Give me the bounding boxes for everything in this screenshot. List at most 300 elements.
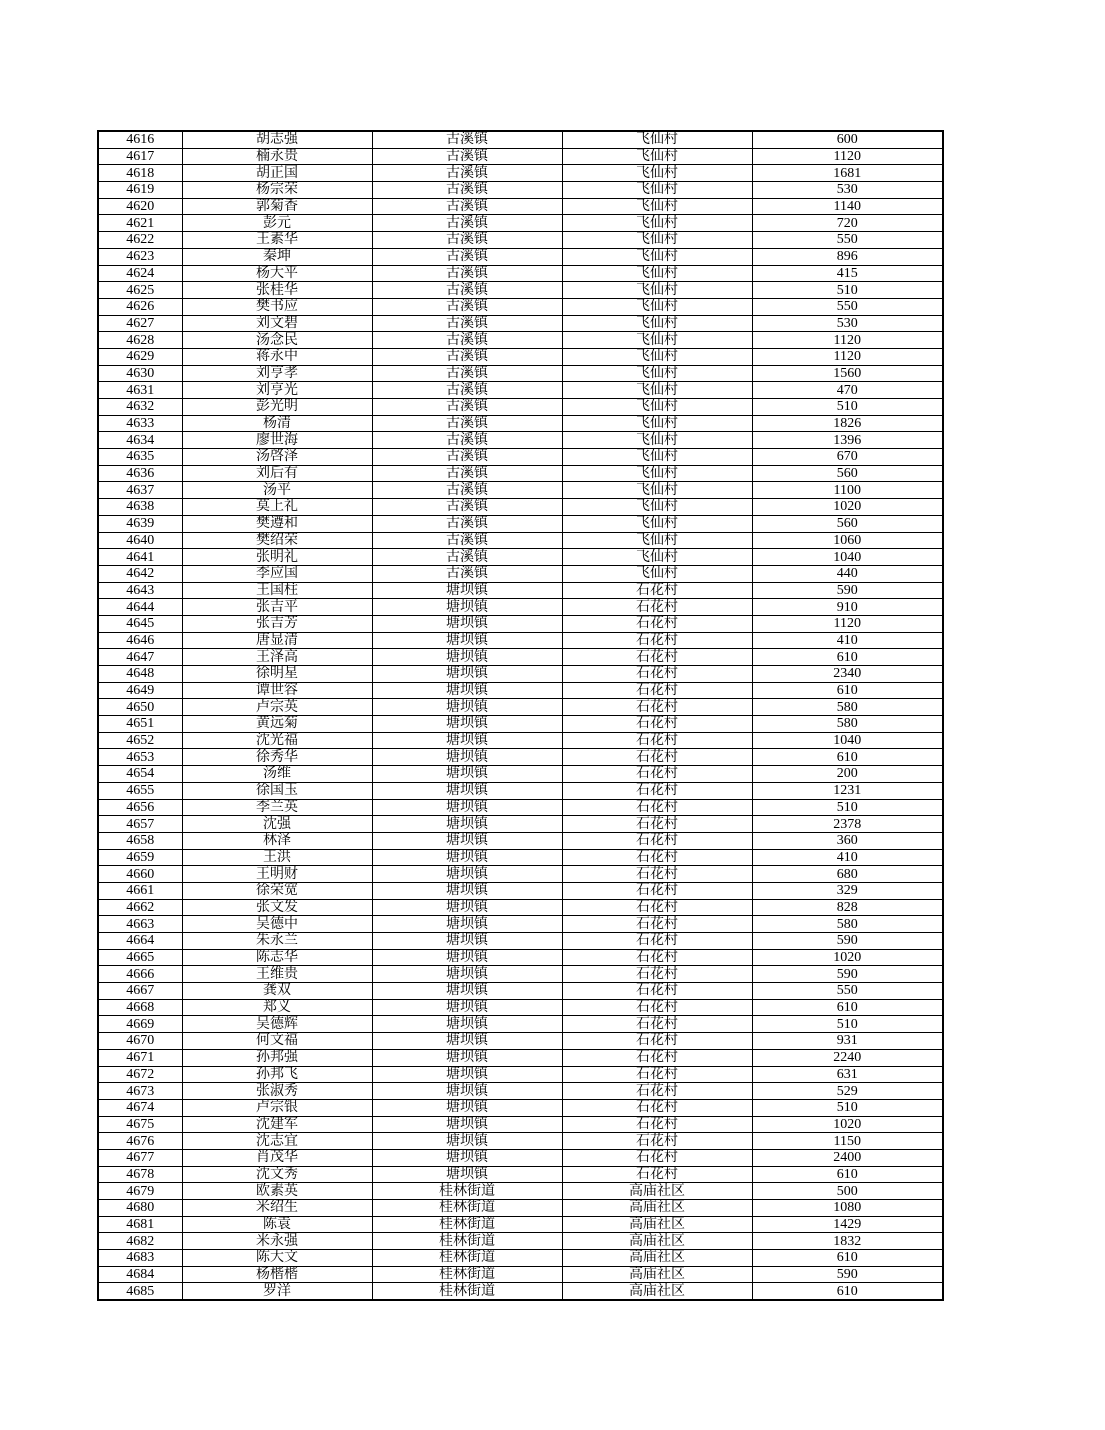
village-cell: 飞仙村 bbox=[562, 232, 752, 249]
row-number-cell: 4622 bbox=[98, 232, 182, 249]
name-cell: 王国柱 bbox=[182, 582, 372, 599]
town-cell: 桂林街道 bbox=[372, 1283, 562, 1300]
amount-cell: 1150 bbox=[752, 1133, 943, 1150]
village-cell: 石花村 bbox=[562, 1133, 752, 1150]
town-cell: 塘坝镇 bbox=[372, 983, 562, 1000]
town-cell: 塘坝镇 bbox=[372, 916, 562, 933]
row-number-cell: 4635 bbox=[98, 449, 182, 466]
village-cell: 石花村 bbox=[562, 916, 752, 933]
village-cell: 飞仙村 bbox=[562, 148, 752, 165]
town-cell: 塘坝镇 bbox=[372, 882, 562, 899]
amount-cell: 631 bbox=[752, 1066, 943, 1083]
amount-cell: 610 bbox=[752, 682, 943, 699]
name-cell: 吴德中 bbox=[182, 916, 372, 933]
table-row bbox=[98, 1099, 943, 1116]
amount-cell: 1832 bbox=[752, 1233, 943, 1250]
town-cell: 古溪镇 bbox=[372, 198, 562, 215]
table-row bbox=[98, 1200, 943, 1217]
table-row bbox=[98, 849, 943, 866]
town-cell: 古溪镇 bbox=[372, 332, 562, 349]
amount-cell: 590 bbox=[752, 1266, 943, 1283]
name-cell: 孙邦强 bbox=[182, 1049, 372, 1066]
table-row bbox=[98, 782, 943, 799]
town-cell: 塘坝镇 bbox=[372, 766, 562, 783]
town-cell: 塘坝镇 bbox=[372, 682, 562, 699]
amount-cell: 550 bbox=[752, 232, 943, 249]
name-cell: 张文发 bbox=[182, 899, 372, 916]
town-cell: 古溪镇 bbox=[372, 215, 562, 232]
village-cell: 飞仙村 bbox=[562, 131, 752, 148]
village-cell: 石花村 bbox=[562, 649, 752, 666]
name-cell: 徐荣宽 bbox=[182, 882, 372, 899]
row-number-cell: 4665 bbox=[98, 949, 182, 966]
table-row bbox=[98, 348, 943, 365]
amount-cell: 1120 bbox=[752, 348, 943, 365]
village-cell: 石花村 bbox=[562, 1083, 752, 1100]
row-number-cell: 4656 bbox=[98, 799, 182, 816]
name-cell: 汤维 bbox=[182, 766, 372, 783]
name-cell: 龚双 bbox=[182, 983, 372, 1000]
village-cell: 高庙社区 bbox=[562, 1266, 752, 1283]
row-number-cell: 4642 bbox=[98, 565, 182, 582]
village-cell: 石花村 bbox=[562, 1066, 752, 1083]
village-cell: 石花村 bbox=[562, 882, 752, 899]
table-row bbox=[98, 1033, 943, 1050]
village-cell: 飞仙村 bbox=[562, 165, 752, 182]
table-row bbox=[98, 1250, 943, 1267]
name-cell: 汤念民 bbox=[182, 332, 372, 349]
name-cell: 杨大平 bbox=[182, 265, 372, 282]
amount-cell: 550 bbox=[752, 983, 943, 1000]
name-cell: 陈袁 bbox=[182, 1216, 372, 1233]
row-number-cell: 4660 bbox=[98, 866, 182, 883]
name-cell: 黄远菊 bbox=[182, 716, 372, 733]
village-cell: 石花村 bbox=[562, 632, 752, 649]
row-number-cell: 4664 bbox=[98, 933, 182, 950]
table-row bbox=[98, 1016, 943, 1033]
amount-cell: 1396 bbox=[752, 432, 943, 449]
town-cell: 塘坝镇 bbox=[372, 749, 562, 766]
town-cell: 古溪镇 bbox=[372, 482, 562, 499]
village-cell: 石花村 bbox=[562, 849, 752, 866]
row-number-cell: 4632 bbox=[98, 399, 182, 416]
village-cell: 高庙社区 bbox=[562, 1283, 752, 1300]
amount-cell: 560 bbox=[752, 515, 943, 532]
name-cell: 刘亨孝 bbox=[182, 365, 372, 382]
row-number-cell: 4619 bbox=[98, 182, 182, 199]
amount-cell: 1020 bbox=[752, 1116, 943, 1133]
town-cell: 塘坝镇 bbox=[372, 599, 562, 616]
row-number-cell: 4673 bbox=[98, 1083, 182, 1100]
table-row bbox=[98, 916, 943, 933]
table-row bbox=[98, 148, 943, 165]
name-cell: 樊书应 bbox=[182, 298, 372, 315]
amount-cell: 1060 bbox=[752, 532, 943, 549]
town-cell: 塘坝镇 bbox=[372, 1166, 562, 1183]
row-number-cell: 4683 bbox=[98, 1250, 182, 1267]
amount-cell: 2340 bbox=[752, 666, 943, 683]
table-body bbox=[98, 131, 943, 1300]
town-cell: 塘坝镇 bbox=[372, 582, 562, 599]
name-cell: 米永强 bbox=[182, 1233, 372, 1250]
village-cell: 石花村 bbox=[562, 582, 752, 599]
table-row bbox=[98, 198, 943, 215]
row-number-cell: 4627 bbox=[98, 315, 182, 332]
village-cell: 飞仙村 bbox=[562, 332, 752, 349]
row-number-cell: 4657 bbox=[98, 816, 182, 833]
row-number-cell: 4625 bbox=[98, 282, 182, 299]
town-cell: 古溪镇 bbox=[372, 298, 562, 315]
row-number-cell: 4653 bbox=[98, 749, 182, 766]
village-cell: 飞仙村 bbox=[562, 549, 752, 566]
town-cell: 古溪镇 bbox=[372, 248, 562, 265]
table-row bbox=[98, 515, 943, 532]
town-cell: 塘坝镇 bbox=[372, 1099, 562, 1116]
row-number-cell: 4666 bbox=[98, 966, 182, 983]
town-cell: 古溪镇 bbox=[372, 365, 562, 382]
town-cell: 塘坝镇 bbox=[372, 615, 562, 632]
row-number-cell: 4684 bbox=[98, 1266, 182, 1283]
town-cell: 塘坝镇 bbox=[372, 732, 562, 749]
name-cell: 刘文碧 bbox=[182, 315, 372, 332]
amount-cell: 610 bbox=[752, 1283, 943, 1300]
amount-cell: 1020 bbox=[752, 499, 943, 516]
row-number-cell: 4643 bbox=[98, 582, 182, 599]
amount-cell: 610 bbox=[752, 1250, 943, 1267]
town-cell: 塘坝镇 bbox=[372, 649, 562, 666]
village-cell: 石花村 bbox=[562, 1033, 752, 1050]
town-cell: 塘坝镇 bbox=[372, 949, 562, 966]
town-cell: 古溪镇 bbox=[372, 148, 562, 165]
name-cell: 张淑秀 bbox=[182, 1083, 372, 1100]
town-cell: 古溪镇 bbox=[372, 449, 562, 466]
name-cell: 李兰英 bbox=[182, 799, 372, 816]
row-number-cell: 4682 bbox=[98, 1233, 182, 1250]
village-cell: 石花村 bbox=[562, 699, 752, 716]
table-row bbox=[98, 332, 943, 349]
amount-cell: 610 bbox=[752, 749, 943, 766]
name-cell: 王泽高 bbox=[182, 649, 372, 666]
table-row bbox=[98, 816, 943, 833]
table-row bbox=[98, 1149, 943, 1166]
name-cell: 刘亨光 bbox=[182, 382, 372, 399]
row-number-cell: 4620 bbox=[98, 198, 182, 215]
amount-cell: 1080 bbox=[752, 1200, 943, 1217]
name-cell: 唐显清 bbox=[182, 632, 372, 649]
table-row bbox=[98, 1216, 943, 1233]
village-cell: 石花村 bbox=[562, 1099, 752, 1116]
table-row bbox=[98, 165, 943, 182]
name-cell: 王洪 bbox=[182, 849, 372, 866]
row-number-cell: 4647 bbox=[98, 649, 182, 666]
town-cell: 桂林街道 bbox=[372, 1233, 562, 1250]
table-row bbox=[98, 749, 943, 766]
town-cell: 古溪镇 bbox=[372, 131, 562, 148]
town-cell: 古溪镇 bbox=[372, 532, 562, 549]
row-number-cell: 4633 bbox=[98, 415, 182, 432]
amount-cell: 1120 bbox=[752, 615, 943, 632]
name-cell: 林泽 bbox=[182, 832, 372, 849]
row-number-cell: 4621 bbox=[98, 215, 182, 232]
village-cell: 石花村 bbox=[562, 766, 752, 783]
town-cell: 古溪镇 bbox=[372, 382, 562, 399]
town-cell: 古溪镇 bbox=[372, 348, 562, 365]
row-number-cell: 4674 bbox=[98, 1099, 182, 1116]
row-number-cell: 4659 bbox=[98, 849, 182, 866]
table-row bbox=[98, 131, 943, 148]
name-cell: 樊遵和 bbox=[182, 515, 372, 532]
name-cell: 沈志宜 bbox=[182, 1133, 372, 1150]
village-cell: 石花村 bbox=[562, 732, 752, 749]
town-cell: 塘坝镇 bbox=[372, 1033, 562, 1050]
table-row bbox=[98, 899, 943, 916]
row-number-cell: 4631 bbox=[98, 382, 182, 399]
village-cell: 石花村 bbox=[562, 1016, 752, 1033]
table-row bbox=[98, 1233, 943, 1250]
village-cell: 飞仙村 bbox=[562, 198, 752, 215]
row-number-cell: 4626 bbox=[98, 298, 182, 315]
table-row bbox=[98, 382, 943, 399]
amount-cell: 510 bbox=[752, 282, 943, 299]
table-row bbox=[98, 432, 943, 449]
row-number-cell: 4641 bbox=[98, 549, 182, 566]
row-number-cell: 4617 bbox=[98, 148, 182, 165]
amount-cell: 530 bbox=[752, 315, 943, 332]
amount-cell: 1826 bbox=[752, 415, 943, 432]
amount-cell: 590 bbox=[752, 966, 943, 983]
amount-cell: 1681 bbox=[752, 165, 943, 182]
amount-cell: 720 bbox=[752, 215, 943, 232]
table-row bbox=[98, 449, 943, 466]
table-row bbox=[98, 1116, 943, 1133]
table-row bbox=[98, 632, 943, 649]
town-cell: 古溪镇 bbox=[372, 565, 562, 582]
row-number-cell: 4616 bbox=[98, 131, 182, 148]
name-cell: 郭菊香 bbox=[182, 198, 372, 215]
name-cell: 朱永兰 bbox=[182, 933, 372, 950]
amount-cell: 2378 bbox=[752, 816, 943, 833]
village-cell: 飞仙村 bbox=[562, 482, 752, 499]
village-cell: 石花村 bbox=[562, 832, 752, 849]
row-number-cell: 4645 bbox=[98, 615, 182, 632]
table-row bbox=[98, 1183, 943, 1200]
town-cell: 塘坝镇 bbox=[372, 866, 562, 883]
village-cell: 石花村 bbox=[562, 716, 752, 733]
village-cell: 石花村 bbox=[562, 999, 752, 1016]
village-cell: 高庙社区 bbox=[562, 1200, 752, 1217]
amount-cell: 560 bbox=[752, 465, 943, 482]
row-number-cell: 4629 bbox=[98, 348, 182, 365]
name-cell: 肖茂华 bbox=[182, 1149, 372, 1166]
village-cell: 石花村 bbox=[562, 599, 752, 616]
table-row bbox=[98, 415, 943, 432]
town-cell: 古溪镇 bbox=[372, 415, 562, 432]
name-cell: 罗洋 bbox=[182, 1283, 372, 1300]
amount-cell: 670 bbox=[752, 449, 943, 466]
name-cell: 王维贵 bbox=[182, 966, 372, 983]
table-row bbox=[98, 298, 943, 315]
row-number-cell: 4650 bbox=[98, 699, 182, 716]
amount-cell: 510 bbox=[752, 1016, 943, 1033]
town-cell: 塘坝镇 bbox=[372, 1049, 562, 1066]
table-row bbox=[98, 766, 943, 783]
amount-cell: 200 bbox=[752, 766, 943, 783]
name-cell: 沈光福 bbox=[182, 732, 372, 749]
town-cell: 塘坝镇 bbox=[372, 1016, 562, 1033]
amount-cell: 529 bbox=[752, 1083, 943, 1100]
village-cell: 飞仙村 bbox=[562, 182, 752, 199]
town-cell: 塘坝镇 bbox=[372, 716, 562, 733]
name-cell: 楠永贵 bbox=[182, 148, 372, 165]
table-row bbox=[98, 1283, 943, 1300]
amount-cell: 1120 bbox=[752, 332, 943, 349]
row-number-cell: 4648 bbox=[98, 666, 182, 683]
town-cell: 塘坝镇 bbox=[372, 1116, 562, 1133]
village-cell: 石花村 bbox=[562, 782, 752, 799]
row-number-cell: 4638 bbox=[98, 499, 182, 516]
village-cell: 飞仙村 bbox=[562, 282, 752, 299]
table-row bbox=[98, 832, 943, 849]
name-cell: 刘后有 bbox=[182, 465, 372, 482]
table-row bbox=[98, 1166, 943, 1183]
data-table bbox=[97, 130, 944, 1301]
amount-cell: 910 bbox=[752, 599, 943, 616]
table-row bbox=[98, 699, 943, 716]
table-row bbox=[98, 1049, 943, 1066]
amount-cell: 415 bbox=[752, 265, 943, 282]
name-cell: 张明礼 bbox=[182, 549, 372, 566]
row-number-cell: 4628 bbox=[98, 332, 182, 349]
amount-cell: 1429 bbox=[752, 1216, 943, 1233]
row-number-cell: 4680 bbox=[98, 1200, 182, 1217]
name-cell: 沈强 bbox=[182, 816, 372, 833]
row-number-cell: 4675 bbox=[98, 1116, 182, 1133]
village-cell: 石花村 bbox=[562, 866, 752, 883]
village-cell: 飞仙村 bbox=[562, 248, 752, 265]
amount-cell: 600 bbox=[752, 131, 943, 148]
name-cell: 王明财 bbox=[182, 866, 372, 883]
amount-cell: 510 bbox=[752, 399, 943, 416]
table-row bbox=[98, 966, 943, 983]
amount-cell: 550 bbox=[752, 298, 943, 315]
name-cell: 胡正国 bbox=[182, 165, 372, 182]
table-row bbox=[98, 666, 943, 683]
amount-cell: 896 bbox=[752, 248, 943, 265]
amount-cell: 1120 bbox=[752, 148, 943, 165]
table-row bbox=[98, 983, 943, 1000]
name-cell: 王素华 bbox=[182, 232, 372, 249]
row-number-cell: 4640 bbox=[98, 532, 182, 549]
town-cell: 塘坝镇 bbox=[372, 666, 562, 683]
town-cell: 塘坝镇 bbox=[372, 999, 562, 1016]
village-cell: 石花村 bbox=[562, 749, 752, 766]
table-row bbox=[98, 882, 943, 899]
table-row bbox=[98, 866, 943, 883]
village-cell: 飞仙村 bbox=[562, 365, 752, 382]
name-cell: 杨宗荣 bbox=[182, 182, 372, 199]
village-cell: 飞仙村 bbox=[562, 515, 752, 532]
table-row bbox=[98, 282, 943, 299]
name-cell: 沈文秀 bbox=[182, 1166, 372, 1183]
town-cell: 古溪镇 bbox=[372, 515, 562, 532]
village-cell: 石花村 bbox=[562, 1116, 752, 1133]
amount-cell: 580 bbox=[752, 699, 943, 716]
name-cell: 张桂华 bbox=[182, 282, 372, 299]
table-row bbox=[98, 215, 943, 232]
table-row bbox=[98, 365, 943, 382]
town-cell: 塘坝镇 bbox=[372, 816, 562, 833]
amount-cell: 1020 bbox=[752, 949, 943, 966]
name-cell: 张吉平 bbox=[182, 599, 372, 616]
village-cell: 石花村 bbox=[562, 1049, 752, 1066]
name-cell: 沈建军 bbox=[182, 1116, 372, 1133]
row-number-cell: 4672 bbox=[98, 1066, 182, 1083]
row-number-cell: 4624 bbox=[98, 265, 182, 282]
town-cell: 古溪镇 bbox=[372, 265, 562, 282]
town-cell: 古溪镇 bbox=[372, 165, 562, 182]
town-cell: 古溪镇 bbox=[372, 315, 562, 332]
row-number-cell: 4658 bbox=[98, 832, 182, 849]
amount-cell: 470 bbox=[752, 382, 943, 399]
amount-cell: 1231 bbox=[752, 782, 943, 799]
name-cell: 欧素英 bbox=[182, 1183, 372, 1200]
table-row bbox=[98, 248, 943, 265]
town-cell: 塘坝镇 bbox=[372, 1066, 562, 1083]
name-cell: 吴德辉 bbox=[182, 1016, 372, 1033]
row-number-cell: 4663 bbox=[98, 916, 182, 933]
town-cell: 古溪镇 bbox=[372, 182, 562, 199]
amount-cell: 510 bbox=[752, 1099, 943, 1116]
town-cell: 塘坝镇 bbox=[372, 966, 562, 983]
name-cell: 莫上礼 bbox=[182, 499, 372, 516]
row-number-cell: 4667 bbox=[98, 983, 182, 1000]
village-cell: 石花村 bbox=[562, 899, 752, 916]
row-number-cell: 4654 bbox=[98, 766, 182, 783]
row-number-cell: 4671 bbox=[98, 1049, 182, 1066]
name-cell: 汤平 bbox=[182, 482, 372, 499]
table-row bbox=[98, 799, 943, 816]
village-cell: 飞仙村 bbox=[562, 399, 752, 416]
row-number-cell: 4681 bbox=[98, 1216, 182, 1233]
name-cell: 何文福 bbox=[182, 1033, 372, 1050]
row-number-cell: 4623 bbox=[98, 248, 182, 265]
name-cell: 陈大文 bbox=[182, 1250, 372, 1267]
amount-cell: 500 bbox=[752, 1183, 943, 1200]
town-cell: 塘坝镇 bbox=[372, 933, 562, 950]
village-cell: 石花村 bbox=[562, 1166, 752, 1183]
village-cell: 飞仙村 bbox=[562, 265, 752, 282]
amount-cell: 1100 bbox=[752, 482, 943, 499]
town-cell: 桂林街道 bbox=[372, 1183, 562, 1200]
name-cell: 彭光明 bbox=[182, 399, 372, 416]
table-row bbox=[98, 582, 943, 599]
town-cell: 塘坝镇 bbox=[372, 1149, 562, 1166]
town-cell: 古溪镇 bbox=[372, 549, 562, 566]
village-cell: 石花村 bbox=[562, 983, 752, 1000]
name-cell: 卢宗英 bbox=[182, 699, 372, 716]
name-cell: 蒋永中 bbox=[182, 348, 372, 365]
village-cell: 飞仙村 bbox=[562, 348, 752, 365]
row-number-cell: 4651 bbox=[98, 716, 182, 733]
table-row bbox=[98, 499, 943, 516]
row-number-cell: 4662 bbox=[98, 899, 182, 916]
amount-cell: 828 bbox=[752, 899, 943, 916]
amount-cell: 1040 bbox=[752, 732, 943, 749]
amount-cell: 580 bbox=[752, 916, 943, 933]
row-number-cell: 4678 bbox=[98, 1166, 182, 1183]
village-cell: 飞仙村 bbox=[562, 499, 752, 516]
table-row bbox=[98, 999, 943, 1016]
